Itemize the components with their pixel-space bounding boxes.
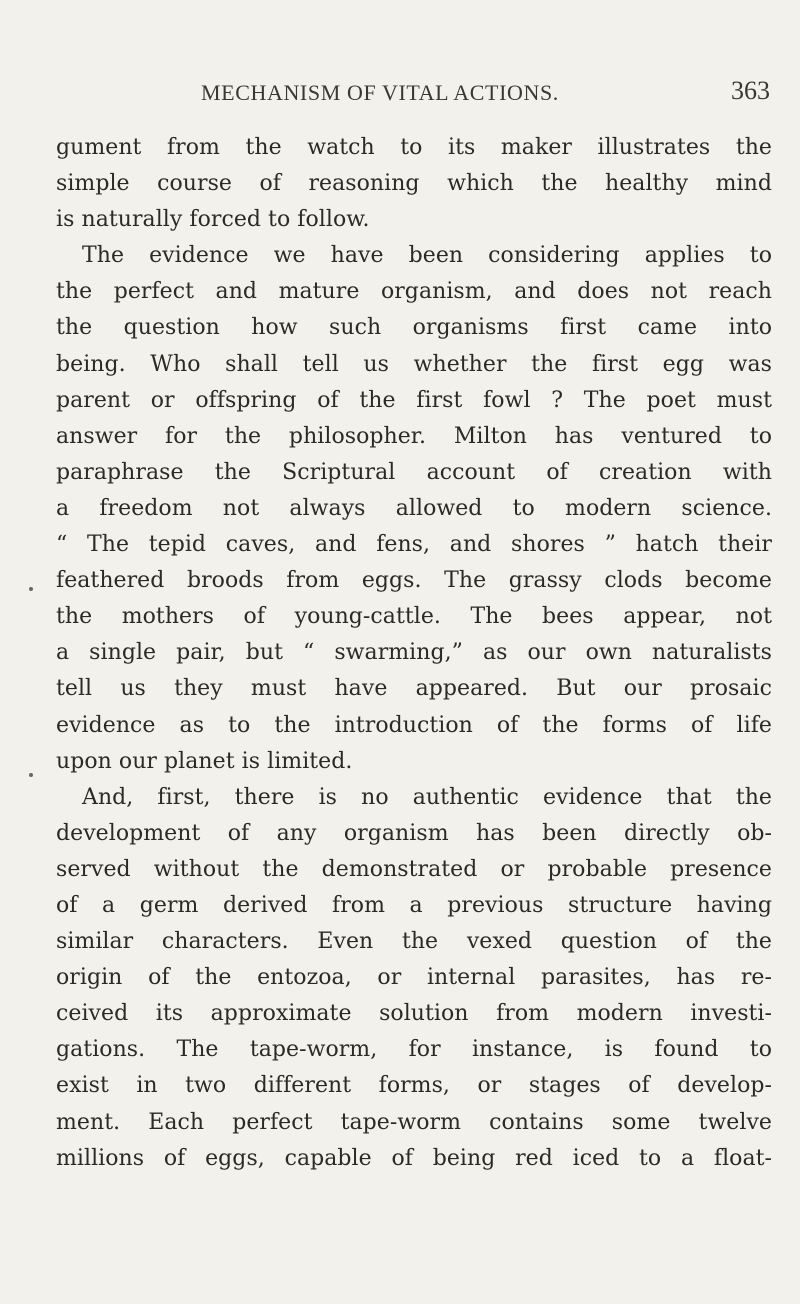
text-line: a single pair, but “ swarming,” as our own naturalists [56,640,772,666]
text-line: a freedom not always allowed to modern science. [56,495,772,521]
text-line: ceived its approximate solution from modern investi- [56,1001,772,1027]
running-head [168,76,770,120]
text-line: origin of the entozoa, or internal parasites, has re- [56,965,772,991]
page-number: 363 [731,76,770,105]
margin-dot-mark [29,773,33,777]
text-line: the question how such organisms first came into [56,315,772,341]
text-line: And, first, there is no authentic evidence that the [82,784,772,810]
text-line: simple course of reasoning which the healthy mind [56,171,772,197]
text-line: paraphrase the Scriptural account of creation with [56,459,772,485]
text-line: gations. The tape-worm, for instance, is found to [56,1037,772,1063]
text-line: tell us they must have appeared. But our prosaic [56,676,772,702]
text-line: millions of eggs, capable of being red iced to a float- [56,1145,772,1171]
text-line: The evidence we have been considering applies to [82,243,772,269]
text-line: upon our planet is limited. [56,748,353,774]
text-line: “ The tepid caves, and fens, and shores ” hatch their [56,532,772,558]
text-line: evidence as to the introduction of the forms of life [56,712,772,738]
margin-dot-mark [29,587,33,591]
text-line: answer for the philosopher. Milton has ventured to [56,423,772,449]
text-line: development of any organism has been directly ob- [56,820,772,846]
text-line: served without the demonstrated or probable presence [56,856,772,882]
running-title: MECHANISM OF VITAL ACTIONS. [201,80,559,105]
body-text [56,130,772,1177]
text-line: feathered broods from eggs. The grassy clods become [56,568,772,594]
text-line: the mothers of young-cattle. The bees appear, not [56,604,772,630]
text-line: exist in two different forms, or stages of develop- [56,1073,772,1099]
text-line: being. Who shall tell us whether the first egg was [56,351,772,377]
text-line: gument from the watch to its maker illustrates the [56,135,772,160]
text-line: parent or offspring of the first fowl ? The poet must [56,387,772,413]
text-line: ment. Each perfect tape-worm contains some twelve [56,1109,772,1135]
text-line: of a germ derived from a previous structure having [56,892,772,918]
text-line: the perfect and mature organism, and does not reach [56,279,772,305]
text-line: is naturally forced to follow. [56,207,370,233]
text-line: similar characters. Even the vexed question of the [56,929,772,955]
